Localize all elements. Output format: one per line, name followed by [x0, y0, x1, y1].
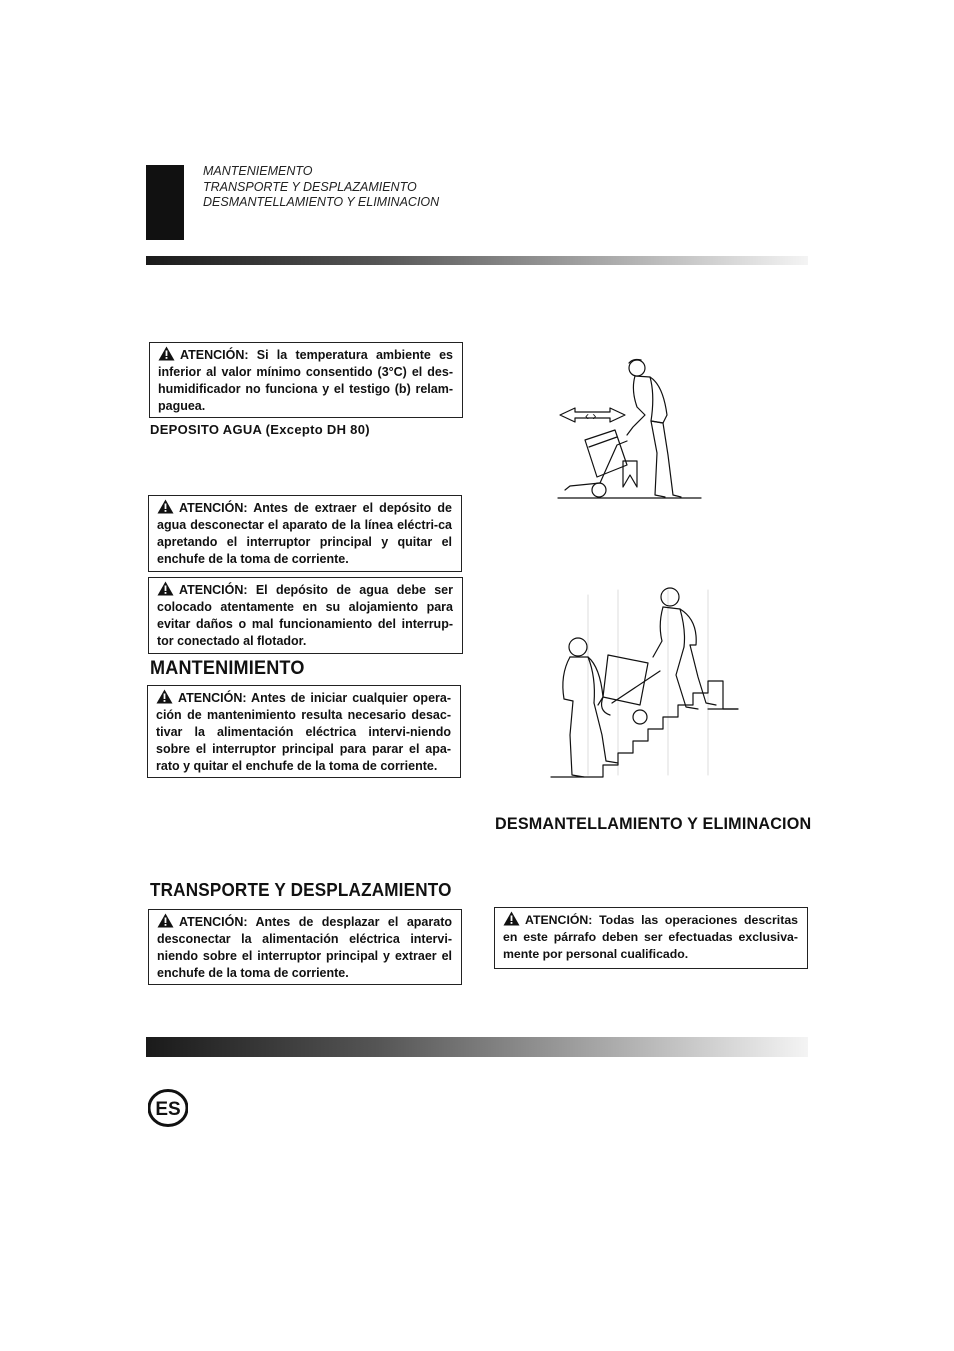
header-line-1: MANTENIEMENTO: [203, 164, 313, 178]
warning-box-mantenimiento: [147, 685, 461, 778]
section-marker-block: [146, 165, 184, 240]
header-line-3: DESMANTELLAMIENTO Y ELIMINACION: [203, 195, 440, 209]
warning-triangle-icon: [158, 346, 175, 361]
top-gradient-bar: [146, 256, 808, 265]
header-line-2: TRANSPORTE Y DESPLAZAMIENTO: [203, 179, 417, 194]
language-badge-es: [148, 1089, 188, 1127]
warning-text-deposito: ATENCIÓN: El depósito de agua debe ser colocado atentamente en su alojamiento para evitar daños o mal funcionamiento del interrup-tor conectado al flotador.: [157, 583, 453, 648]
section-title-mantenimiento: MANTENIMIENTO: [150, 658, 305, 679]
warning-triangle-icon: [157, 581, 174, 596]
warning-text-transporte: ATENCIÓN: Antes de desplazar el aparato desconectar la alimentación eléctrica intervi-niendo sobre el interruptor principal y extraer el enchufe de la toma de corriente.: [157, 915, 452, 980]
warning-box-desmantelamiento: [494, 907, 808, 969]
warning-box-transporte: [148, 909, 462, 985]
warning-box-extraer: [148, 495, 462, 572]
language-badge-text: ES: [155, 1099, 181, 1120]
bottom-gradient-bar: [146, 1037, 808, 1057]
section-title-desmantelamiento: DESMANTELLAMIENTO Y ELIMINACION: [495, 814, 812, 833]
warning-triangle-icon: [157, 499, 174, 514]
section-title-transporte: TRANSPORTE Y DESPLAZAMIENTO: [150, 880, 452, 900]
warning-text-desmantelamiento: ATENCIÓN: Todas las operaciones descritas en este párrafo deben ser efectuadas exclusiva-mente por personal cualificado.: [503, 913, 798, 961]
warning-box-deposito: [148, 577, 463, 654]
warning-box-temperature: [149, 342, 463, 418]
subheading-deposito: DEPOSITO AGUA (Excepto DH 80): [150, 422, 370, 437]
warning-text-extraer: ATENCIÓN: Antes de extraer el depósito de agua desconectar el aparato de la línea eléctri-ca apretando el interruptor principal y quitar el enchufe de la toma de corriente.: [157, 501, 452, 566]
illustration-moving-on-wheels: [555, 355, 705, 505]
svg-text:‹ ›: ‹ ›: [585, 409, 597, 423]
warning-text-temperature: ATENCIÓN: Si la temperatura ambiente es inferior al valor mínimo consentido (3°C) el des-humidificador no funciona y el testigo (b) relam-paguea.: [158, 348, 453, 413]
page-header: [203, 164, 439, 211]
warning-triangle-icon: [156, 689, 173, 704]
warning-triangle-icon: [157, 913, 174, 928]
warning-text-mantenimiento: ATENCIÓN: Antes de iniciar cualquier opera-ción de mantenimiento resulta necesario desac-tivar la alimentación eléctrica intervi-niendo sobre el interruptor principal para parar el apa-rato y quitar el enchufe de la toma de corriente.: [156, 691, 451, 773]
illustration-carrying-upstairs: [548, 585, 743, 783]
warning-triangle-icon: [503, 911, 520, 926]
